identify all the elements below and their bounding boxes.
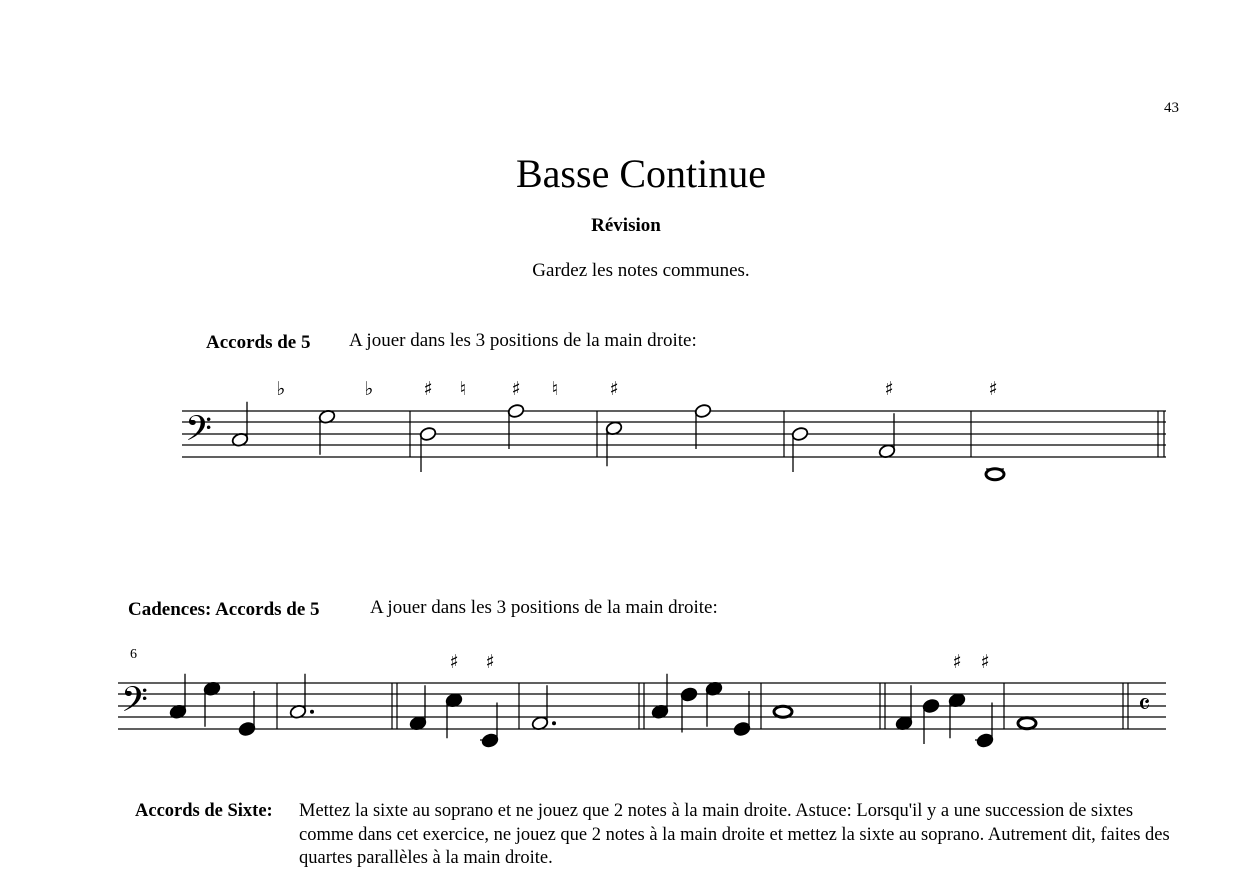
page-title: Basse Continue [516,151,766,196]
figure-8: ♯ [988,378,998,400]
figure-1: ♭ [364,378,374,400]
section1-heading: Accords de 5 [206,332,311,353]
page-number: 43 [1164,100,1179,116]
note-17 [1018,718,1036,729]
notes-2 [169,674,1036,748]
section1-text: A jouer dans les 3 positions de la main droite: [349,330,697,351]
bass-clef-icon: 𝄢 [121,679,149,728]
figure-5: ♮ [551,378,559,400]
common-time-icon: 𝄴 [1138,688,1151,721]
figure-0: ♭ [276,378,286,400]
note-13 [895,685,913,731]
note-1 [203,681,221,727]
note-11 [733,691,751,737]
note-5 [445,693,463,739]
note-2 [238,691,256,737]
figure-4: ♯ [511,378,521,400]
figures-2 [449,651,989,673]
measure-number: 6 [130,647,137,662]
page-subtitle: Révision [591,215,661,236]
figure-3: ♯ [980,651,990,673]
section2-heading: Cadences: Accords de 5 [128,599,320,620]
section2-text: A jouer dans les 3 positions de la main droite: [370,597,718,618]
figure-2: ♯ [423,378,433,400]
figure-1: ♯ [485,651,495,673]
figure-6: ♯ [609,378,619,400]
note-12 [774,706,792,717]
figure-0: ♯ [449,651,459,673]
note-7 [531,685,556,731]
instruction-text: Gardez les notes communes. [532,260,750,281]
note-9 [680,687,698,733]
bass-clef-icon: 𝄢 [185,408,213,457]
figure-3: ♮ [459,378,467,400]
figure-2: ♯ [952,651,962,673]
note-8 [651,674,669,720]
section3-text: Mettez la sixte au soprano et ne jouez que 2 notes à la main droite. Astuce: Lorsqu'il y a une succession de sixtes comme dans cet exercice, ne jouez que 2 notes à la main droite et mettez la sixte au soprano. Autrement dit, faites des quartes parallèles à la main droite. [299,801,1170,868]
figure-7: ♯ [884,378,894,400]
note-4 [409,685,427,731]
note-16 [976,703,994,749]
note-3 [289,674,314,720]
note-15 [948,693,966,739]
note-6 [481,703,499,749]
section3-heading: Accords de Sixte: [135,801,273,821]
note-0 [169,674,187,720]
note-14 [922,698,940,744]
note-10 [705,681,723,727]
